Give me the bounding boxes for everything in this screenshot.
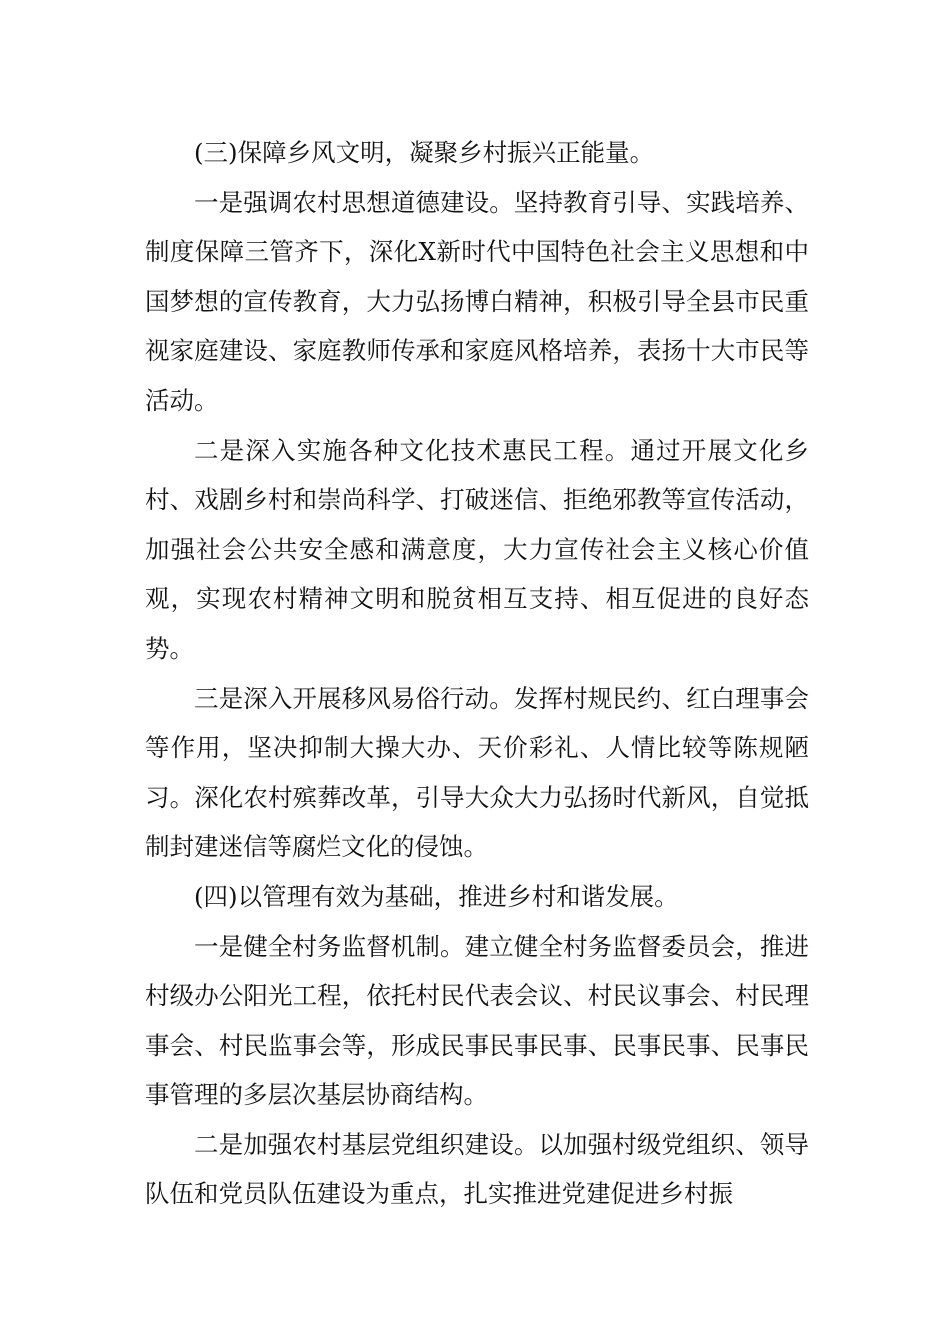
paragraph-customs-reform: 三是深入开展移风易俗行动。发挥村规民约、红白理事会等作用，坚决抑制大操大办、天价彩礼、人情比较等陈规陋习。深化农村殡葬改革，引导大众大力弘扬时代新风，自觉抵制封建迷信等腐烂文化的侵蚀。 <box>145 683 809 862</box>
paragraph-moral-construction: 一是强调农村思想道德建设。坚持教育引导、实践培养、制度保障三管齐下，深化X新时代中国特色社会主义思想和中国梦想的宣传教育，大力弘扬博白精神，积极引导全县市民重视家庭建设、家庭教师传承和家庭风格培养，表扬十大市民等活动。 <box>145 187 809 415</box>
section-heading-3: (三)保障乡风文明，凝聚乡村振兴正能量。 <box>194 138 655 167</box>
paragraph-party-building: 二是加强农村基层党组织建设。以加强村级党组织、领导队伍和党员队伍建设为重点，扎实推进党建促进乡村振 <box>145 1129 809 1209</box>
paragraph-culture-projects: 二是深入实施各种文化技术惠民工程。通过开展文化乡村、戏剧乡村和崇尚科学、打破迷信、拒绝邪教等宣传活动，加强社会公共安全感和满意度，大力宣传社会主义核心价值观，实现农村精神文明和脱贫相互支持、相互促进的良好态势。 <box>145 435 809 663</box>
paragraph-village-supervision: 一是健全村务监督机制。建立健全村务监督委员会，推进村级办公阳光工程，依托村民代表会议、村民议事会、村民理事会、村民监事会等，形成民事民事民事、民事民事、民事民事管理的多层次基层协商结构。 <box>145 931 809 1110</box>
document-body <box>145 128 809 1219</box>
section-heading-4: (四)以管理有效为基础，推进乡村和谐发展。 <box>194 881 679 911</box>
